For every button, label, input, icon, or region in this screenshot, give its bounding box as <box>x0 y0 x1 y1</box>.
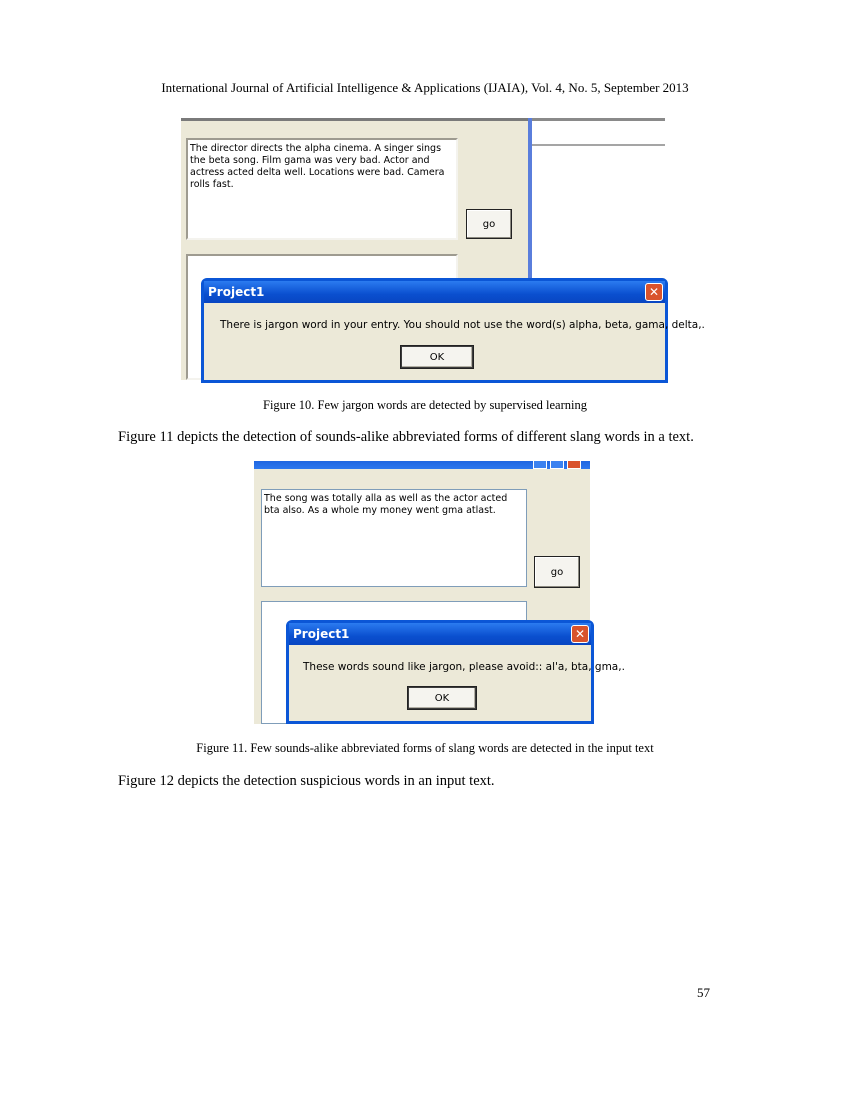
figure-10-screenshot <box>181 118 705 380</box>
figure-11-screenshot <box>254 461 625 724</box>
ok-button[interactable]: OK <box>407 686 477 710</box>
close-icon[interactable]: ✕ <box>571 625 589 643</box>
paragraph-figure-11-intro: Figure 11 depicts the detection of sounds-alike abbreviated forms of different slang words in a text. <box>118 429 694 445</box>
paragraph-figure-12-intro: Figure 12 depicts the detection suspicious words in an input text. <box>118 773 495 789</box>
minimize-icon[interactable] <box>533 461 547 469</box>
dialog-message: There is jargon word in your entry. You should not use the word(s) alpha, beta, gama, delta,. <box>220 319 705 331</box>
input-textbox[interactable] <box>186 138 458 240</box>
right-panel <box>530 118 665 278</box>
dialog-message: These words sound like jargon, please avoid:: al'a, bta, gma,. <box>303 661 625 673</box>
window-blue-edge <box>528 118 532 278</box>
go-button[interactable]: go <box>466 209 512 239</box>
input-text: The song was totally alla as well as the actor acted bta also. As a whole my money went gma atlast. <box>264 493 508 516</box>
sound-alike-dialog <box>286 620 625 724</box>
window-top-border <box>181 118 531 121</box>
input-textbox[interactable] <box>261 489 527 587</box>
dialog-titlebar <box>289 623 591 645</box>
dialog-title: Project1 <box>208 285 265 299</box>
journal-header: International Journal of Artificial Intelligence & Applications (IJAIA), Vol. 4, No. 5, September 2013 <box>161 80 689 95</box>
figure-10-caption: Figure 10. Few jargon words are detected by supervised learning <box>263 398 587 412</box>
close-icon[interactable]: ✕ <box>645 283 663 301</box>
dialog-title: Project1 <box>293 627 350 641</box>
page-number: 57 <box>697 985 710 1000</box>
input-text: The director directs the alpha cinema. A singer sings the beta song. Film gama was very bad. Actor and actress acted delta well. Locations were bad. Camera rolls fast. <box>190 143 445 190</box>
dialog-titlebar <box>204 281 665 303</box>
maximize-icon[interactable] <box>550 461 564 469</box>
ok-button[interactable]: OK <box>400 345 474 369</box>
jargon-dialog <box>201 278 705 383</box>
window-close-icon[interactable] <box>567 461 581 469</box>
figure-11-caption: Figure 11. Few sounds-alike abbreviated forms of slang words are detected in the input text <box>196 741 654 755</box>
go-button[interactable]: go <box>534 556 580 588</box>
